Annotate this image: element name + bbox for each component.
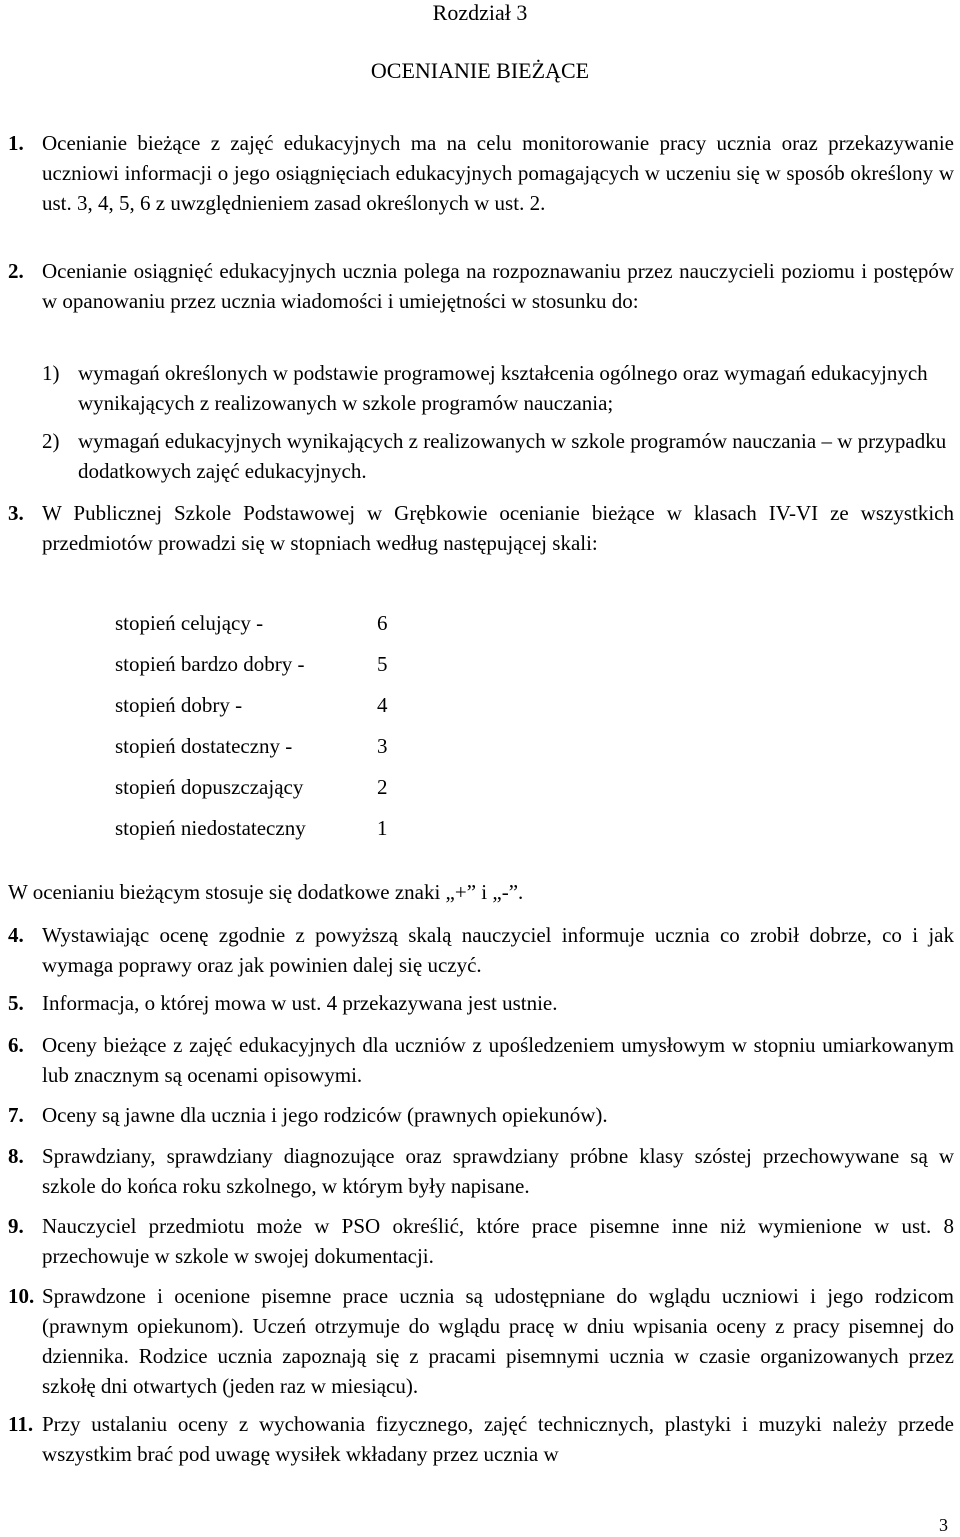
- paragraph-2: [8, 256, 954, 316]
- grade-name: stopień niedostateczny: [115, 816, 306, 840]
- grade-name: stopień dopuszczający: [115, 775, 304, 799]
- paragraph-number: 4.: [8, 923, 24, 947]
- paragraph-text: Wystawiając ocenę zgodnie z powyższą skalą nauczyciel informuje ucznia co zrobił dobrze, co i jak wymaga poprawy oraz jak powinien dalej się uczyć.: [42, 923, 954, 977]
- paragraph-6: [8, 1030, 954, 1090]
- paragraph-number: 11.: [8, 1412, 34, 1436]
- paragraph-4: [8, 920, 954, 980]
- paragraph-10: [8, 1281, 954, 1401]
- paragraph-text: Oceny bieżące z zajęć edukacyjnych dla uczniów z upośledzeniem umysłowym w stopniu umiarkowanym lub znacznym są ocenami opisowymi.: [42, 1033, 954, 1087]
- paragraph-8: [8, 1141, 954, 1201]
- paragraph-3: [8, 498, 954, 558]
- paragraph-number: 7.: [8, 1103, 24, 1127]
- paragraph-text: Sprawdziany, sprawdziany diagnozujące oraz sprawdziany próbne klasy szóstej przechowywane są w szkole do końca roku szkolnego, w którym były napisane.: [42, 1144, 954, 1198]
- grade-name: stopień dobry -: [115, 693, 243, 717]
- paragraph-7: [8, 1100, 954, 1130]
- grade-value: 3: [377, 734, 388, 758]
- grade-name: stopień celujący -: [115, 611, 264, 635]
- chapter-heading: Rozdział 3: [432, 0, 528, 25]
- paragraph-text: Przy ustalaniu oceny z wychowania fizycznego, zajęć technicznych, plastyki i muzyki należy przede wszystkim brać pod uwagę wysiłek wkładany przez ucznia w: [42, 1412, 954, 1466]
- paragraph-text: Ocenianie bieżące z zajęć edukacyjnych ma na celu monitorowanie pracy ucznia oraz przekazywanie uczniowi informacji o jego osiągnięciach edukacyjnych pomagających w uczeniu się w sposób określony w ust. 3, 4, 5, 6 z uwzględnieniem zasad określonych w ust. 2.: [42, 131, 954, 215]
- paragraph-number: 1.: [8, 131, 24, 155]
- paragraph-text: Informacja, o której mowa w ust. 4 przekazywana jest ustnie.: [42, 991, 558, 1015]
- paragraph-number: 6.: [8, 1033, 24, 1057]
- list-item: [42, 358, 954, 418]
- page-number: 3: [939, 1515, 948, 1535]
- paragraph-text: Sprawdzone i ocenione pisemne prace ucznia są udostępniane do wglądu uczniowi i jego rodzicom (prawnym opiekunom). Uczeń otrzymuje do wglądu pracę w dniu wpisania oceny z pracy pisemnej do dziennika. Rodzice ucznia zapoznają się z pracami pisemnymi ucznia w czasie organizowanych przez szkołę dni otwartych (jeden raz w miesiącu).: [42, 1284, 954, 1398]
- paragraph-number: 10.: [8, 1284, 35, 1308]
- paragraph-text: Nauczyciel przedmiotu może w PSO określić, które prace pisemne inne niż wymienione w ust. 8 przechowuje w szkole w swojej dokumentacji.: [42, 1214, 954, 1268]
- list-item-text: wymagań określonych w podstawie programowej kształcenia ogólnego oraz wymagań edukacyjnych wynikających z realizowanych w szkole programów nauczania;: [78, 361, 928, 415]
- section-title: OCENIANIE BIEŻĄCE: [370, 58, 590, 83]
- list-item-number: 2): [42, 429, 60, 453]
- paragraph-9: [8, 1211, 954, 1271]
- paragraph-number: 2.: [8, 259, 24, 283]
- additional-marks-note: W ocenianiu bieżącym stosuje się dodatkowe znaki „+” i „-”.: [8, 880, 524, 904]
- list-item: [42, 426, 954, 486]
- paragraph-number: 8.: [8, 1144, 24, 1168]
- grade-name: stopień bardzo dobry -: [115, 652, 305, 676]
- paragraph-number: 3.: [8, 501, 24, 525]
- paragraph-text: W Publicznej Szkole Podstawowej w Grębkowie ocenianie bieżące w klasach IV-VI ze wszystkich przedmiotów prowadzi się w stopniach według następującej skali:: [42, 501, 954, 555]
- paragraph-5: [8, 988, 954, 1018]
- grade-value: 1: [377, 816, 388, 840]
- paragraph-number: 9.: [8, 1214, 24, 1238]
- paragraph-number: 5.: [8, 991, 24, 1015]
- grade-name: stopień dostateczny -: [115, 734, 293, 758]
- grade-value: 2: [377, 775, 388, 799]
- paragraph-11: [8, 1409, 954, 1469]
- list-item-text: wymagań edukacyjnych wynikających z realizowanych w szkole programów nauczania – w przypadku dodatkowych zajęć edukacyjnych.: [78, 429, 947, 483]
- grade-value: 6: [377, 611, 388, 635]
- list-item-number: 1): [42, 361, 60, 385]
- grade-value: 5: [377, 652, 388, 676]
- grade-value: 4: [377, 693, 388, 717]
- paragraph-text: Ocenianie osiągnięć edukacyjnych ucznia polega na rozpoznawaniu przez nauczycieli poziomu i postępów w opanowaniu przez ucznia wiadomości i umiejętności w stosunku do:: [42, 259, 954, 313]
- paragraph-text: Oceny są jawne dla ucznia i jego rodziców (prawnych opiekunów).: [42, 1103, 608, 1127]
- paragraph-1: [8, 128, 954, 218]
